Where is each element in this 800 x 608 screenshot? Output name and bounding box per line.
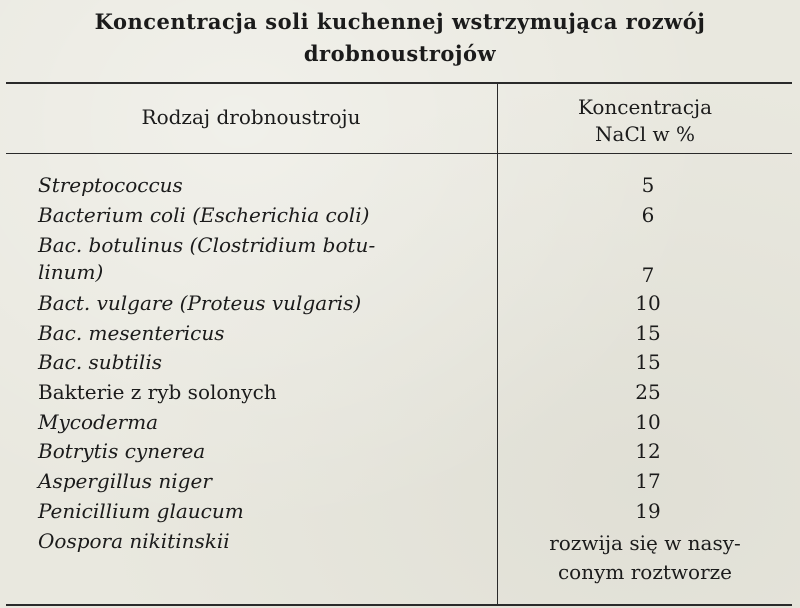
table-row-note: [498, 529, 792, 587]
table-row-name: Bac. botulinus (Clostridium botu-: [38, 233, 376, 257]
table-row-value: 10: [635, 410, 661, 434]
table-row-name-continuation: linum): [38, 260, 104, 284]
table-row-value: 6: [641, 203, 655, 227]
table-row-name: Botrytis cynerea: [38, 439, 206, 463]
table-row-value: 7: [641, 263, 655, 287]
table-row-name: Bacterium coli (Escherichia coli): [38, 203, 370, 227]
table-title-line-2: drobnoustrojów: [303, 41, 497, 66]
table-row-name: Bac. subtilis: [38, 350, 162, 374]
table-row-name: Bakterie z ryb solonych: [38, 380, 277, 404]
table-title: [0, 6, 800, 70]
table-row-name: Mycoderma: [38, 410, 159, 434]
column-header-concentration-line-1: Koncentracja: [577, 95, 713, 119]
table-row-value: 17: [635, 469, 661, 493]
table-row-name: Penicillium glaucum: [38, 499, 244, 523]
table-row-value: 15: [635, 321, 661, 345]
table-row-name: Streptococcus: [38, 173, 183, 197]
table-row-value: 19: [635, 499, 661, 523]
table-row-name: Aspergillus niger: [38, 469, 212, 493]
column-header-concentration-line-2: NaCl w %: [595, 122, 695, 146]
table-row-note-line-2: conym roztworze: [557, 560, 732, 584]
table-row-value: 15: [635, 350, 661, 374]
table-row-note-line-1: rozwija się w nasy-: [549, 531, 741, 555]
table-row-name: Oospora nikitinskii: [38, 529, 230, 553]
table-row-value: 5: [641, 173, 655, 197]
table-title-line-1: Koncentracja soli kuchennej wstrzymująca rozwój: [94, 9, 706, 34]
header-divider: [6, 153, 792, 154]
column-header-concentration: [498, 94, 792, 148]
table-row-value: 10: [635, 291, 661, 315]
table-row-value: 12: [635, 439, 661, 463]
table-row-name: Bac. mesentericus: [38, 321, 225, 345]
column-header-microorganism: Rodzaj drobnoustroju: [141, 105, 361, 129]
table-row-value: 25: [635, 380, 661, 404]
table-row-name: Bact. vulgare (Proteus vulgaris): [38, 291, 362, 315]
